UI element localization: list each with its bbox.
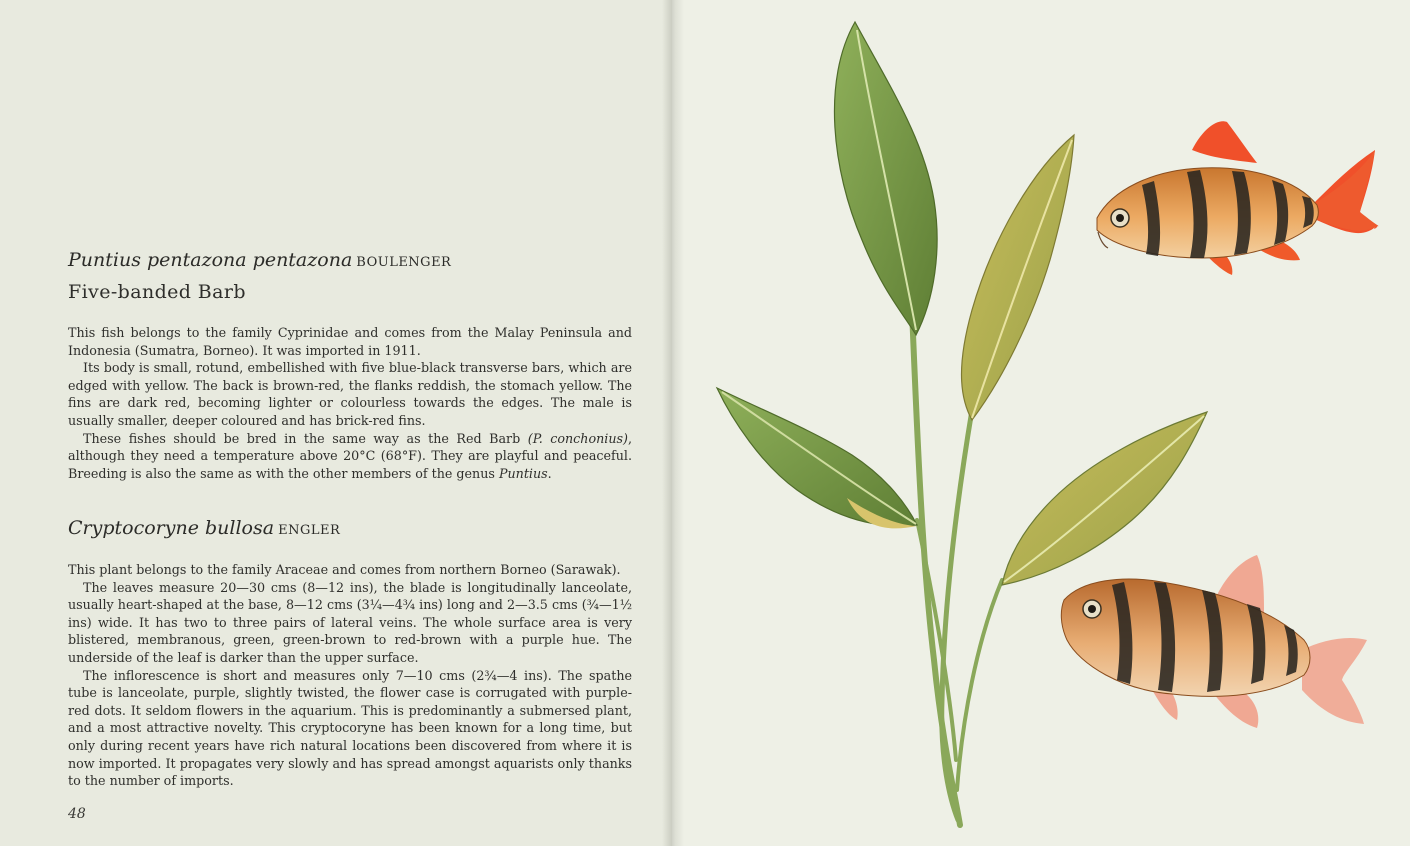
- dorsal-fin-upper: [1192, 121, 1257, 163]
- species1-genus: Puntius: [498, 465, 548, 481]
- left-page: [0, 0, 672, 846]
- species2-para-2: The leaves measure 20—30 cms (8—12 ins), the blade is longitudinally lanceolate, usually heart-shaped at the base, 8—12 cms (3¼—4¾ ins) long and 2—3.5 cms (¾—1½ ins) wide. It has two to three pairs of lateral veins. The whole surface area is very blistered, membranous, green, green-brown to red-brown with a purple hue. The underside of the leaf is darker than the upper surface.: [68, 579, 632, 665]
- species2-scientific-name: Cryptocoryne bullosa: [68, 517, 275, 539]
- species1-description: [68, 324, 632, 482]
- species2-author: ENGLER: [278, 523, 341, 538]
- illustration-plate: [672, 0, 1410, 846]
- page-number: 48: [68, 806, 86, 822]
- species1-scientific-name: Puntius pentazona pentazona: [68, 249, 353, 271]
- species1-para-3-end: .: [547, 465, 552, 481]
- five-banded-barb-lower: [1061, 555, 1367, 728]
- leaf-right: [1002, 412, 1207, 585]
- five-banded-barb-upper: [1097, 121, 1379, 275]
- cryptocoryne-plant: [717, 22, 1207, 825]
- species2-para-3: The inflorescence is short and measures only 7—10 cms (2¾—4 ins). The spathe tube is lanceolate, purple, slightly twisted, the flower case is corrugated with purple-red dots. It seldom flowers in the aquarium. This is predominantly a submersed plant, and a most attractive novelty. This cryptocoryne has been known for a long time, but only during recent years have rich natural locations been discovered from where it is now imported. It propagates very slowly and has spread amongst aquarists only thanks to the number of imports.: [68, 667, 632, 789]
- species1-common-name: Five-banded Barb: [68, 281, 246, 303]
- species1-para-3: [68, 430, 632, 483]
- body-lower: [1061, 579, 1310, 696]
- tail-fin-lower: [1302, 638, 1367, 724]
- species1-para-3a: These fishes should be bred in the same way as the Red Barb: [83, 430, 528, 446]
- species2-para-1: This plant belongs to the family Araceae and comes from northern Borneo (Sarawak).: [68, 562, 621, 577]
- species1-para-2: Its body is small, rotund, embellished with five blue-black transverse bars, which are edged with yellow. The back is brown-red, the flanks reddish, the stomach yellow. The fins are dark red, becoming lighter or colourless towards the edges. The male is usually smaller, deeper coloured and has brick-red fins.: [68, 360, 632, 428]
- species1-author: BOULENGER: [356, 255, 452, 270]
- species2-heading: [68, 517, 340, 539]
- species1-ref: (P. conchonius): [527, 430, 628, 446]
- species1-para-3b: , although they need a temperature above 20°C (68°F). They are playful and peaceful. Breeding is also the same as with the other members of the genus: [68, 430, 633, 481]
- species1-heading: [68, 249, 451, 271]
- species2-description: [68, 561, 632, 790]
- species1-para-1: This fish belongs to the family Cyprinidae and comes from the Malay Peninsula and Indonesia (Sumatra, Borneo). It was imported in 1911.: [68, 325, 632, 358]
